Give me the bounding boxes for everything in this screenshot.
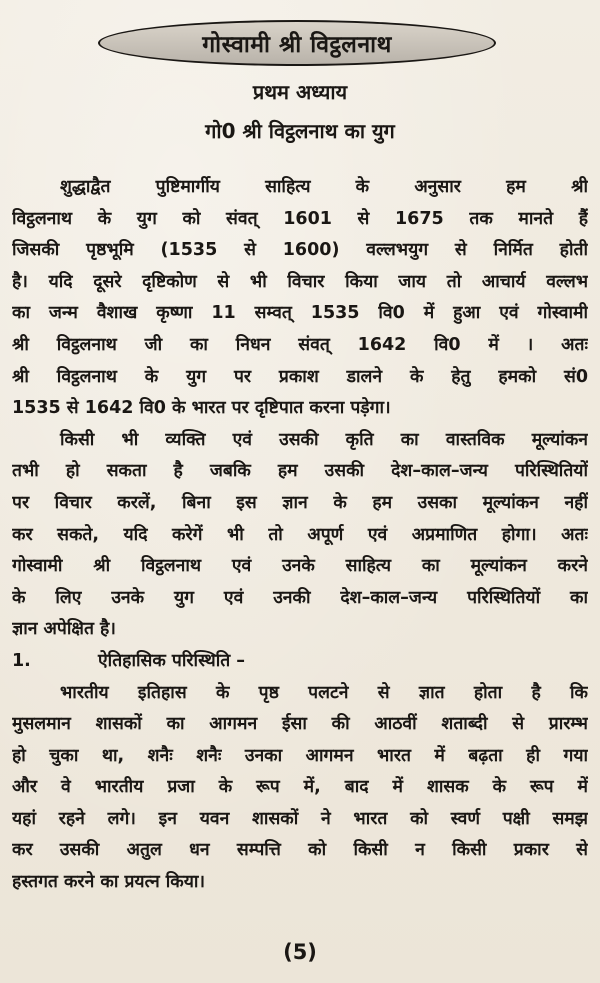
body-text bbox=[12, 172, 588, 899]
text-line: यहां रहने लगे। इन यवन शासकों ने भारत को स्वर्ण पक्षी समझ bbox=[12, 808, 588, 829]
text-line: श्री विट्ठलनाथ के युग पर प्रकाश डालने के हेतु हमको सं0 bbox=[12, 366, 588, 387]
text-line: पर विचार करलें, बिना इस ज्ञान के हम उसका मूल्यांकन नहीं bbox=[12, 492, 588, 513]
chapter-label: प्रथम अध्याय bbox=[252, 80, 348, 104]
text-line: तभी हो सकता है जबकि हम उसकी देश–काल–जन्य परिस्थितियों bbox=[12, 461, 588, 482]
text-line: भारतीय इतिहास के पृष्ठ पलटने से ज्ञात होता है कि bbox=[60, 682, 588, 703]
chapter-title: गो0 श्री विट्ठलनाथ का युग bbox=[205, 119, 395, 143]
text-line: जिसकी पृष्ठभूमि (1535 से 1600) वल्लभयुग से निर्मित होती bbox=[12, 240, 588, 261]
running-header-title: गोस्वामी श्री विट्ठलनाथ bbox=[202, 32, 392, 58]
text-line: किसी भी व्यक्ति एवं उसकी कृति का वास्तविक मूल्यांकन bbox=[60, 429, 588, 450]
section-title: ऐतिहासिक परिस्थिति – bbox=[98, 650, 246, 671]
text-line: श्री विट्ठलनाथ जी का निधन संवत् 1642 वि0 में । अतः bbox=[12, 334, 588, 355]
text-line: हो चुका था, शनैः शनैः उनका आगमन भारत में बढ़ता ही गया bbox=[12, 745, 588, 766]
text-line: है। यदि दूसरे दृष्टिकोण से भी विचार किया जाय तो आचार्य वल्लभ bbox=[12, 271, 588, 292]
text-line: गोस्वामी श्री विट्ठलनाथ एवं उनके साहित्य का मूल्यांकन करने bbox=[12, 556, 588, 577]
text-line: ज्ञान अपेक्षित है। bbox=[12, 619, 116, 640]
text-line: के लिए उनके युग एवं उनकी देश–काल–जन्य परिस्थितियों का bbox=[12, 587, 588, 608]
text-line: विट्ठलनाथ के युग को संवत् 1601 से 1675 तक मानते हैं bbox=[12, 208, 588, 229]
text-line: कर उसकी अतुल धन सम्पत्ति को किसी न किसी प्रकार से bbox=[12, 840, 588, 861]
running-header-banner bbox=[98, 20, 496, 66]
text-line: हस्तगत करने का प्रयत्न किया। bbox=[12, 872, 206, 893]
page-number: (5) bbox=[283, 940, 317, 964]
section-number: 1. bbox=[12, 650, 31, 671]
text-line: कर सकते, यदि करेगें भी तो अपूर्ण एवं अप्रमाणित होगा। अतः bbox=[12, 524, 588, 545]
text-line: शुद्धाद्वैत पुष्टिमार्गीय साहित्य के अनुसार हम श्री bbox=[60, 177, 588, 197]
text-line: और वे भारतीय प्रजा के रूप में, बाद में शासक के रूप में bbox=[12, 777, 588, 798]
text-line: का जन्म वैशाख कृष्णा 11 सम्वत् 1535 वि0 में हुआ एवं गोस्वामी bbox=[12, 303, 588, 324]
section-heading bbox=[12, 646, 588, 678]
text-line: 1535 से 1642 वि0 के भारत पर दृष्टिपात करना पड़ेगा। bbox=[12, 398, 391, 419]
text-line: मुसलमान शासकों का आगमन ईसा की आठवीं शताब्दी से प्रारम्भ bbox=[12, 714, 588, 735]
